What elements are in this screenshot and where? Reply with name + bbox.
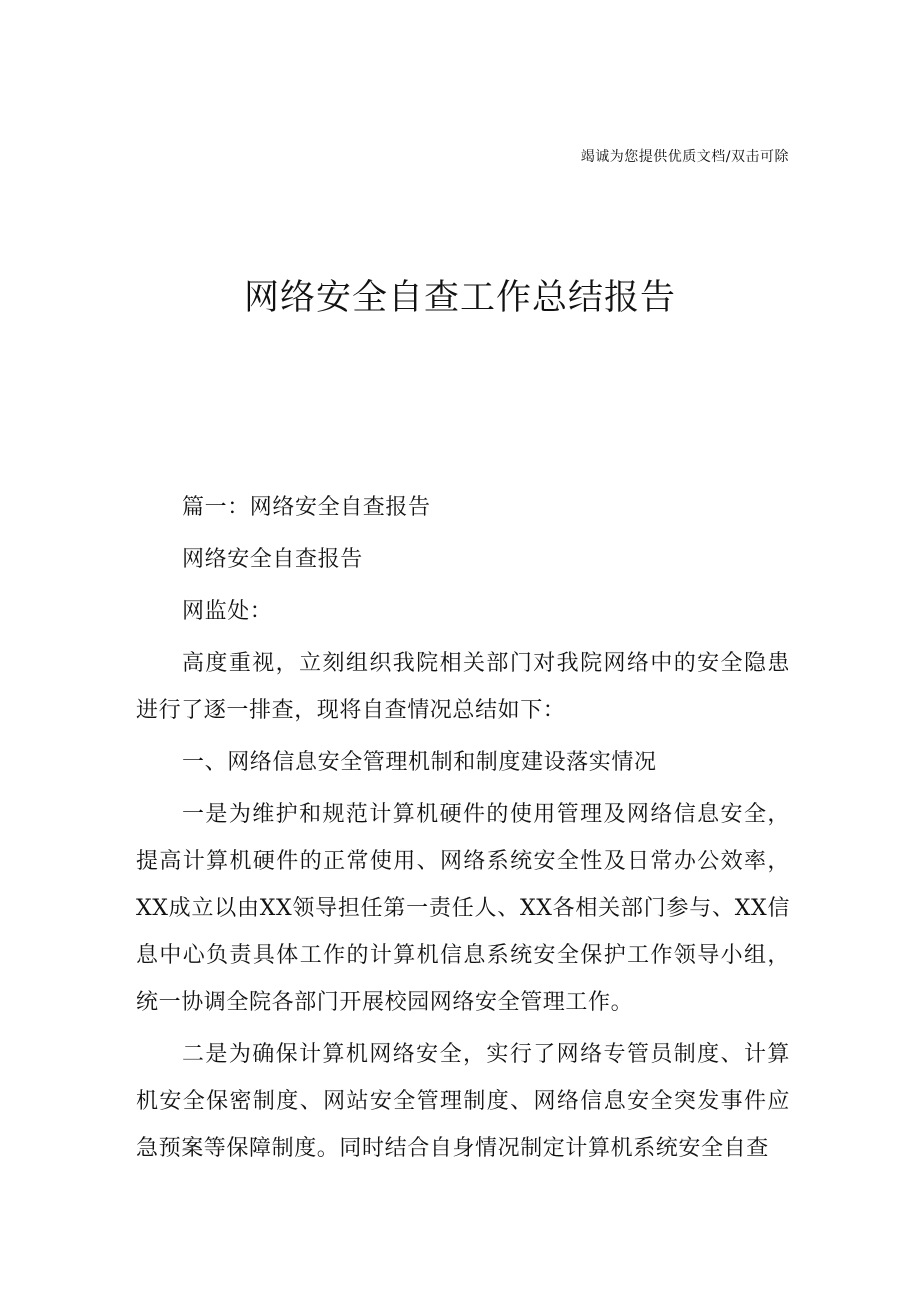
paragraph-subheading: 一、网络信息安全管理机制和制度建设落实情况 [182,750,657,775]
paragraph-point-two: 二是为确保计算机网络安全，实行了网络专管员制度、计算机安全保密制度、网站安全管理制度、网络信息安全突发事件应急预案等保障制度。同时结合自身情况制定计算机系统安全自查 [136,1042,790,1161]
header-note: 竭诚为您提供优质文档/双击可除 [580,149,789,165]
paragraph-addressee: 网监处： [182,599,273,624]
paragraph-point-one: 一是为维护和规范计算机硬件的使用管理及网络信息安全，提高计算机硬件的正常使用、网络系统安全性及日常办公效率，XX成立以由XX领导担任第一责任人、XX各相关部门参与、XX信息中心负责具体工作的计算机信息系统安全保护工作领导小组，统一协调全院各部门开展校园网络安全管理工作。 [136,802,790,1015]
document-title: 网络安全自查工作总结报告 [243,278,676,318]
paragraph-report-title: 网络安全自查报告 [182,547,363,572]
paragraph-intro: 高度重视，立刻组织我院相关部门对我院网络中的安全隐患进行了逐一排查，现将自查情况总结如下： [136,651,790,723]
document-body [136,484,790,1177]
paragraph-section-heading: 篇一：网络安全自查报告 [182,495,431,520]
